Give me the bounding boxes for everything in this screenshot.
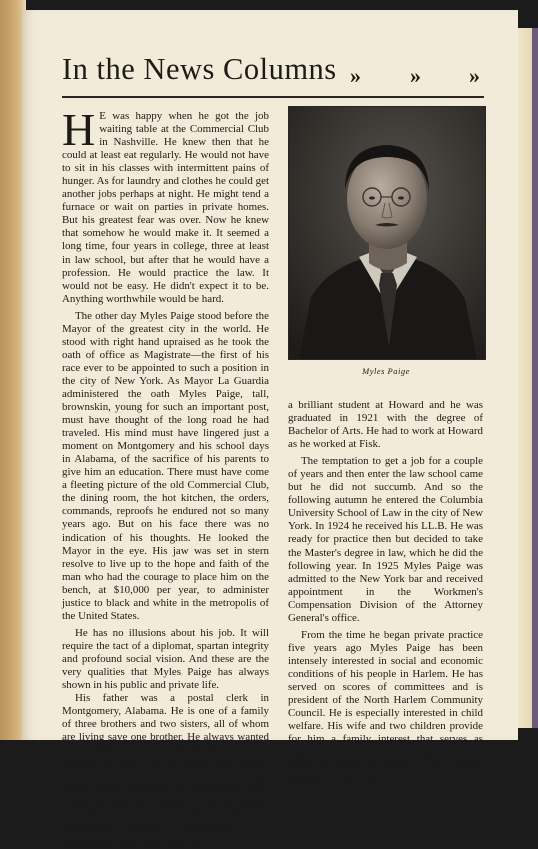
article-column-right — [288, 399, 483, 798]
article-paragraph: H E was happy when he got the job waiting table at the Commercial Club in Nashville. He knew then that he could at least eat regularly. He would not have to sit in his classes with intermittent pains of hunger. As for laundry and clothes he could get another jobs perhaps at night. He might tend a furnace or wait on parties in private homes. But his greatest fear was over. Now he knew that somehow he would make it. It seemed a long time, four years in college, three at least in law school, but after that he would have a profession. He would practice the law. It would not be easy. He didn't expect it to be. Anything worthwhile would be hard. — [62, 104, 269, 305]
article-column-left — [62, 104, 269, 849]
portrait-photo — [288, 106, 486, 360]
magazine-page — [22, 10, 518, 848]
article-paragraph: From the time he began private practice five years ago Myles Paige has been intensely interested in social and economic conditions of his people in Harlem. He has served on scores of committees and is president of the North Harlem Community Council. He is especially interested in child welfare. His wife and two children provide for him a family interest that serves as inspiration for his unremitting efforts to better the living conditions of the colored citizens of New York. — [288, 628, 483, 785]
cover-edge — [532, 28, 538, 728]
drop-cap: H — [62, 104, 96, 155]
chevron-right-icon: » — [350, 63, 361, 88]
title-rule — [62, 96, 484, 98]
article-paragraph: The other day Myles Paige stood before the Mayor of the greatest city in the world. He stood with right hand upraised as he took the oath of office as Magistrate—the first of his race ever to be appointed to such a position in the city of New York. As Mayor La Guardia administered the oath Myles Paige, tall, brownskin, young for such an important post, must have thought of the long road he had traveled. His mind must have lingered just a moment on Montgomery and his school days in Alabama, of the sacrifice of his parents to give him an education. There must have come a fleeting picture of the old Commercial Club, the dining room, the hot kitchen, the orders, commands, reproofs he endured not so many years ago. But on his face there was no indication of his thoughts. He looked the Mayor in the eye. His jaw was set in stern resolve to live up to the hope and faith of the man who had the courage to place him on the bench, at $10,000 per year, to administer justice to black and white in the metropolis of the United States. — [62, 309, 269, 622]
chevron-right-icon: » — [410, 63, 421, 88]
portrait-image — [289, 107, 485, 359]
article-paragraph: The temptation to get a job for a couple of years and then enter the law school came but he did not succumb. And so the following autumn he entered the Columbia University School of Law in the city of New York. In 1924 he received his LL.B. He was ready for practice then but decided to take the Master's degree in law, which he did the following year. In 1925 Myles Paige was admitted to the New York bar and received appointment in the Workmen's Compensation Division of the Attorney General's office. — [288, 455, 484, 624]
photo-caption: Myles Paige — [362, 366, 410, 376]
article-paragraph: a brilliant student at Howard and he was graduated in 1921 with the degree of Bachelor of Arts. He had to work at Howard as he worked at Fisk. — [288, 399, 483, 451]
article-paragraph: His father was a postal clerk in Montgomery, Alabama. He is one of a family of three brothers and two sisters, all of whom are living save one brother. He always wanted to be a lawyer. As a boy he resolved to go to college and study law. He barely had enough money to enter Fisk the year he finished high school. But he decided to go and work his way. Others had done it, so could he. He only stayed at Fisk a year and a half and then he transferred to Howard in Washington, D. C. The records show that Paige was — [62, 692, 269, 848]
page-title: In the News Columns — [62, 52, 337, 86]
article-paragraph: He has no illusions about his job. It will require the tact of a diplomat, spartan integrity and profound social vision. And these are the very qualities that Myles Paige has always shown in his public and private life. — [62, 626, 269, 692]
chevron-right-icon: » — [469, 63, 480, 88]
author-signature: E. A. C. — [443, 786, 483, 798]
